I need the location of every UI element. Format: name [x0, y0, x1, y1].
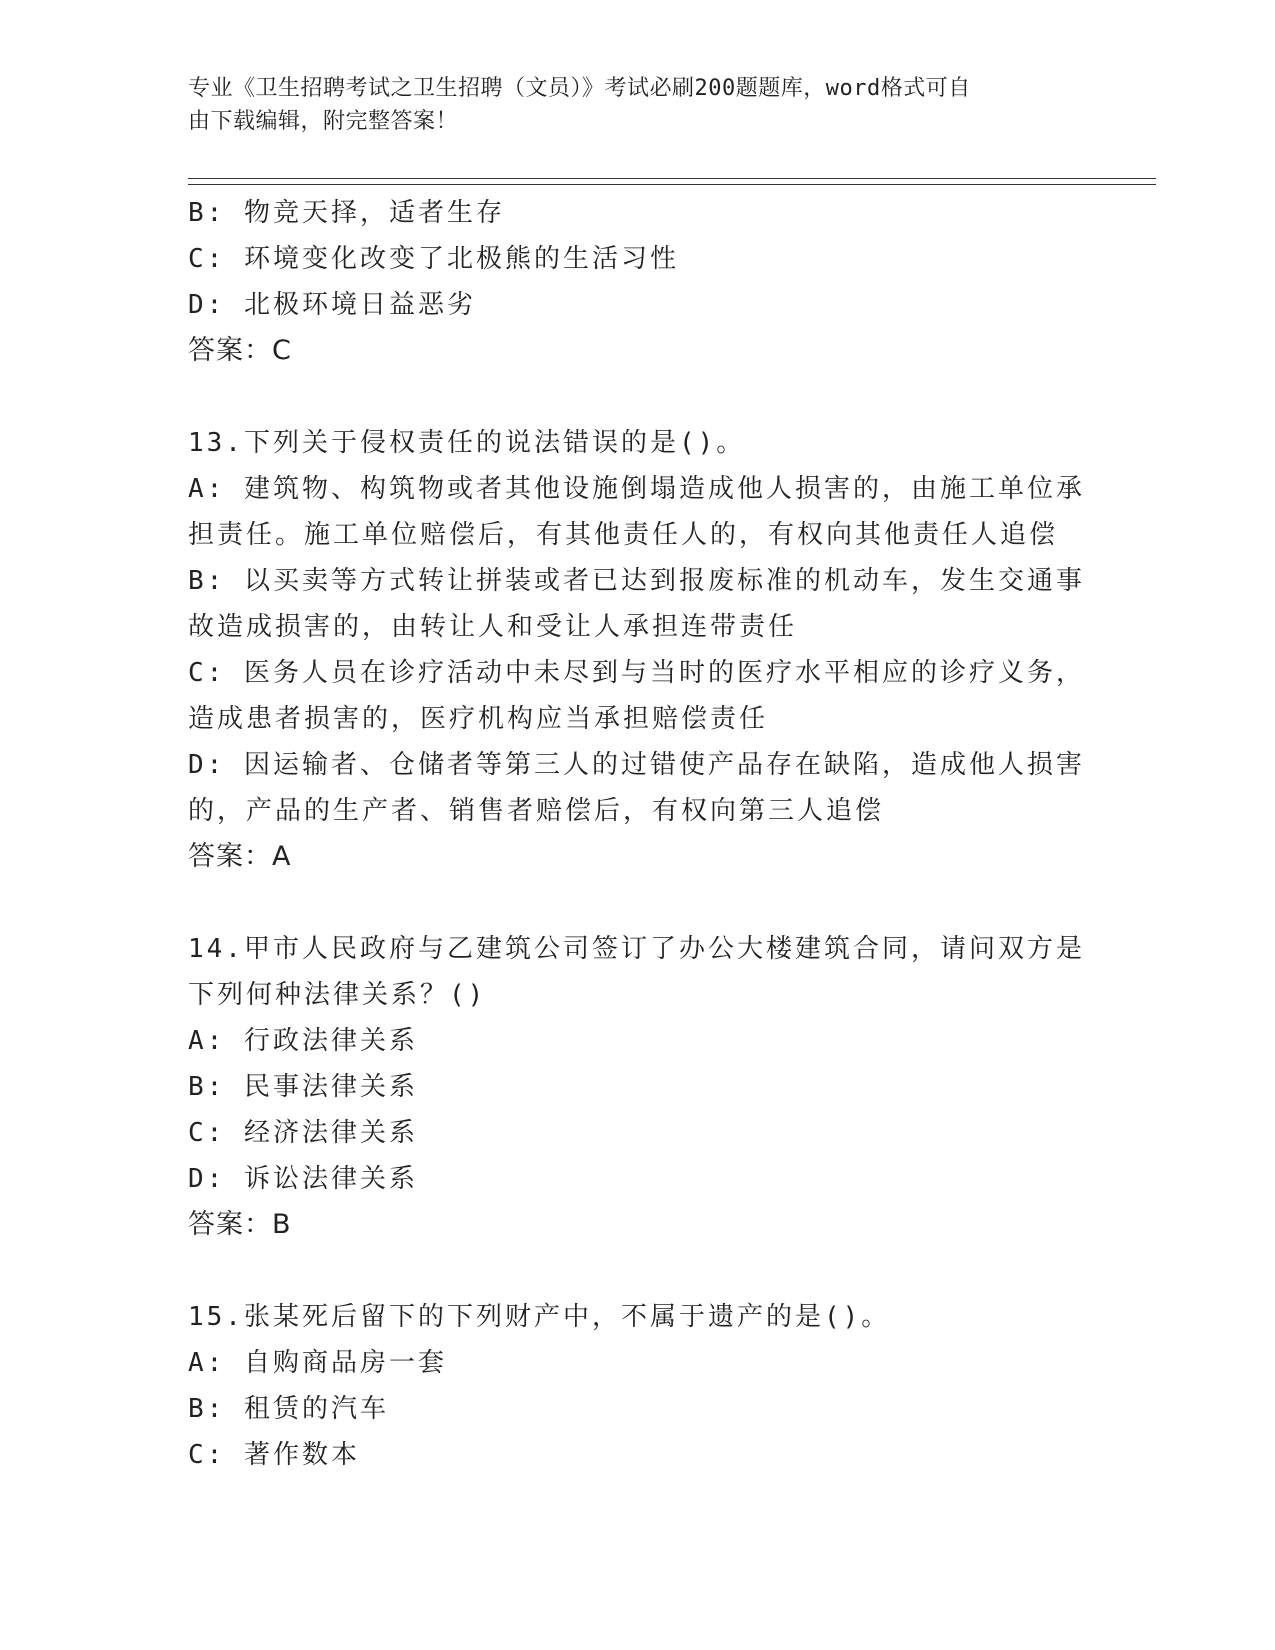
option-b: B: 租赁的汽车 [188, 1394, 389, 1424]
option-c: C: 著作数本 [188, 1440, 360, 1470]
option-c-cont: 造成患者损害的，医疗机构应当承担赔偿责任 [188, 704, 769, 734]
option-b: B: 物竞天择，适者生存 [188, 198, 505, 228]
header-line: 由下载编辑，附完整答案！ [188, 109, 459, 134]
answer: 答案：B [188, 1209, 292, 1240]
option-d-cont: 的，产品的生产者、销售者赔偿后，有权向第三人追偿 [188, 796, 885, 826]
option-a: A: 建筑物、构筑物或者其他设施倒塌造成他人损害的，由施工单位承 [188, 474, 1085, 504]
header-divider [188, 178, 1156, 179]
question-13: 13.下列关于侵权责任的说法错误的是()。 [188, 428, 746, 458]
option-d: D: 诉讼法律关系 [188, 1164, 418, 1194]
question-14: 14.甲市人民政府与乙建筑公司签订了办公大楼建筑合同，请问双方是 [188, 934, 1085, 964]
option-a-cont: 担责任。施工单位赔偿后，有其他责任人的，有权向其他责任人追偿 [188, 520, 1059, 550]
answer: 答案：A [188, 841, 292, 872]
spacer [188, 1248, 1088, 1294]
option-b: B: 以买卖等方式转让拼装或者已达到报废标准的机动车，发生交通事 [188, 566, 1085, 596]
option-d: D: 因运输者、仓储者等第三人的过错使产品存在缺陷，造成他人损害 [188, 750, 1085, 780]
option-d: D: 北极环境日益恶劣 [188, 290, 476, 320]
question-15: 15.张某死后留下的下列财产中，不属于遗产的是()。 [188, 1302, 891, 1332]
option-a: A: 自购商品房一套 [188, 1348, 447, 1378]
question-14-cont: 下列何种法律关系？() [188, 980, 487, 1010]
header-divider [188, 184, 1156, 185]
option-a: A: 行政法律关系 [188, 1026, 418, 1056]
header-line: 专业《卫生招聘考试之卫生招聘（文员）》考试必刷200题题库，word格式可自 [188, 76, 971, 101]
option-c: C: 经济法律关系 [188, 1118, 418, 1148]
document-header [188, 72, 1068, 138]
option-c: C: 环境变化改变了北极熊的生活习性 [188, 244, 679, 274]
spacer [188, 880, 1088, 926]
spacer [188, 374, 1088, 420]
option-b-cont: 故造成损害的，由转让人和受让人承担连带责任 [188, 612, 798, 642]
option-b: B: 民事法律关系 [188, 1072, 418, 1102]
option-c: C: 医务人员在诊疗活动中未尽到与当时的医疗水平相应的诊疗义务， [188, 658, 1085, 688]
question-content [188, 190, 1088, 1478]
answer: 答案：C [188, 335, 292, 366]
